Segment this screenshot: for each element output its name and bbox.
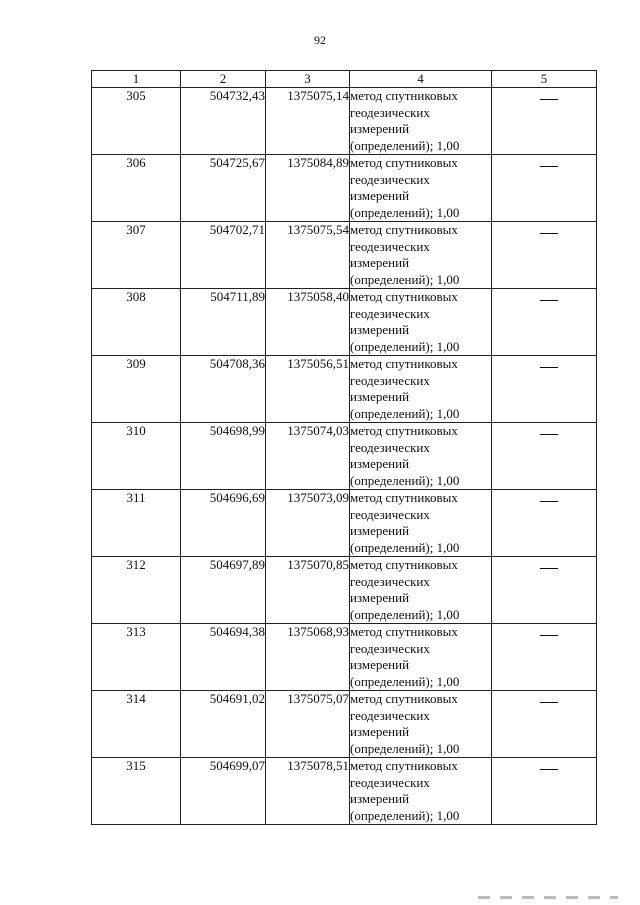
y-coordinate-cell: 1375078,51 <box>266 758 350 825</box>
y-coordinate-cell: 1375073,09 <box>266 490 350 557</box>
y-coordinate-cell: 1375070,85 <box>266 557 350 624</box>
x-coordinate-cell: 504698,99 <box>181 423 266 490</box>
table-header <box>92 71 597 88</box>
x-coordinate-cell: 504697,89 <box>181 557 266 624</box>
header-col-2: 2 <box>181 71 266 88</box>
y-coordinate-cell: 1375068,93 <box>266 624 350 691</box>
y-coordinate-cell: 1375058,40 <box>266 289 350 356</box>
table-row <box>92 490 597 557</box>
dash-mark <box>540 166 558 168</box>
method-accuracy-cell: метод спутниковых геодезических измерений (определений); 1,00 <box>350 88 492 155</box>
table-row <box>92 289 597 356</box>
method-accuracy-cell: метод спутниковых геодезических измерений (определений); 1,00 <box>350 758 492 825</box>
x-coordinate-cell: 504708,36 <box>181 356 266 423</box>
table-row <box>92 88 597 155</box>
x-coordinate-cell: 504711,89 <box>181 289 266 356</box>
method-accuracy-cell: метод спутниковых геодезических измерений (определений); 1,00 <box>350 222 492 289</box>
dash-mark <box>540 300 558 302</box>
point-number-cell: 312 <box>92 557 181 624</box>
dash-mark <box>540 769 558 771</box>
table-row <box>92 691 597 758</box>
y-coordinate-cell: 1375074,03 <box>266 423 350 490</box>
x-coordinate-cell: 504696,69 <box>181 490 266 557</box>
point-number-cell: 305 <box>92 88 181 155</box>
table-row <box>92 624 597 691</box>
y-coordinate-cell: 1375056,51 <box>266 356 350 423</box>
header-col-4: 4 <box>350 71 492 88</box>
x-coordinate-cell: 504699,07 <box>181 758 266 825</box>
dash-mark <box>540 501 558 503</box>
method-accuracy-cell: метод спутниковых геодезических измерений (определений); 1,00 <box>350 155 492 222</box>
note-cell <box>492 222 597 289</box>
point-number-cell: 315 <box>92 758 181 825</box>
point-number-cell: 306 <box>92 155 181 222</box>
dash-mark <box>540 367 558 369</box>
y-coordinate-cell: 1375075,14 <box>266 88 350 155</box>
point-number-cell: 314 <box>92 691 181 758</box>
dash-mark <box>540 233 558 235</box>
table-row <box>92 356 597 423</box>
table-row <box>92 423 597 490</box>
point-number-cell: 310 <box>92 423 181 490</box>
table-row <box>92 155 597 222</box>
note-cell <box>492 356 597 423</box>
dash-mark <box>540 702 558 704</box>
point-number-cell: 313 <box>92 624 181 691</box>
y-coordinate-cell: 1375075,07 <box>266 691 350 758</box>
table-row <box>92 557 597 624</box>
method-accuracy-cell: метод спутниковых геодезических измерений (определений); 1,00 <box>350 289 492 356</box>
point-number-cell: 311 <box>92 490 181 557</box>
note-cell <box>492 423 597 490</box>
dash-mark <box>540 99 558 101</box>
header-col-1: 1 <box>92 71 181 88</box>
x-coordinate-cell: 504694,38 <box>181 624 266 691</box>
note-cell <box>492 557 597 624</box>
table-body <box>92 88 597 825</box>
header-col-3: 3 <box>266 71 350 88</box>
y-coordinate-cell: 1375084,89 <box>266 155 350 222</box>
method-accuracy-cell: метод спутниковых геодезических измерений (определений); 1,00 <box>350 557 492 624</box>
page-number: 92 <box>314 33 326 47</box>
note-cell <box>492 88 597 155</box>
y-coordinate-cell: 1375075,54 <box>266 222 350 289</box>
header-col-5: 5 <box>492 71 597 88</box>
note-cell <box>492 758 597 825</box>
note-cell <box>492 289 597 356</box>
note-cell <box>492 155 597 222</box>
point-number-cell: 308 <box>92 289 181 356</box>
dash-mark <box>540 434 558 436</box>
x-coordinate-cell: 504702,71 <box>181 222 266 289</box>
method-accuracy-cell: метод спутниковых геодезических измерений (определений); 1,00 <box>350 691 492 758</box>
x-coordinate-cell: 504691,02 <box>181 691 266 758</box>
scan-artifact-marks <box>478 896 618 899</box>
method-accuracy-cell: метод спутниковых геодезических измерений (определений); 1,00 <box>350 624 492 691</box>
table-row <box>92 222 597 289</box>
dash-mark <box>540 568 558 570</box>
x-coordinate-cell: 504725,67 <box>181 155 266 222</box>
dash-mark <box>540 635 558 637</box>
note-cell <box>492 624 597 691</box>
note-cell <box>492 490 597 557</box>
coordinates-table <box>91 70 597 825</box>
table-row <box>92 758 597 825</box>
x-coordinate-cell: 504732,43 <box>181 88 266 155</box>
method-accuracy-cell: метод спутниковых геодезических измерений (определений); 1,00 <box>350 356 492 423</box>
method-accuracy-cell: метод спутниковых геодезических измерений (определений); 1,00 <box>350 490 492 557</box>
note-cell <box>492 691 597 758</box>
point-number-cell: 307 <box>92 222 181 289</box>
point-number-cell: 309 <box>92 356 181 423</box>
method-accuracy-cell: метод спутниковых геодезических измерений (определений); 1,00 <box>350 423 492 490</box>
header-row <box>92 71 597 88</box>
